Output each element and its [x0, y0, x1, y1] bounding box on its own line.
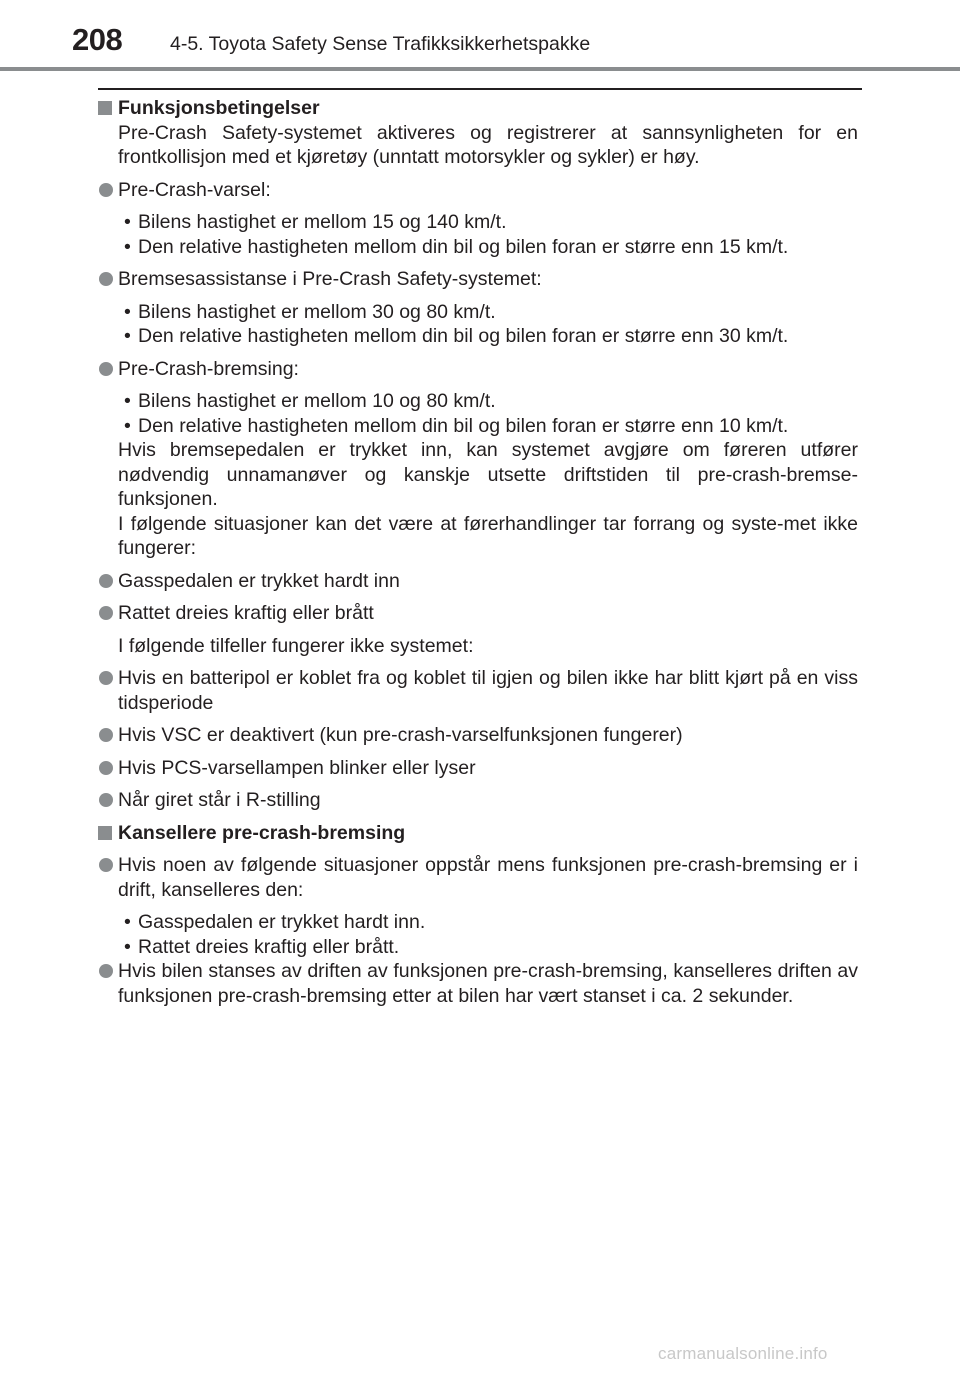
- square-bullet-icon: [98, 101, 112, 115]
- sub-list-item: [98, 414, 858, 439]
- sub-list-item-text: Gasspedalen er trykket hardt inn.: [138, 911, 426, 933]
- sub-list-item: [98, 389, 858, 414]
- sub-list-item: [98, 235, 858, 260]
- paragraph: I følgende tilfeller fungerer ikke systemet:: [118, 634, 474, 657]
- sub-list-item-text: Den relative hastigheten mellom din bil og bilen foran er større enn 10 km/t.: [138, 414, 789, 437]
- sub-list-item-text: Den relative hastigheten mellom din bil og bilen foran er større enn 30 km/t.: [138, 325, 789, 347]
- list-item-text: Hvis en batteripol er koblet fra og koblet til igjen og bilen ikke har blitt kjørt på en viss tidsperiode: [118, 667, 858, 714]
- bullet-icon: •: [124, 300, 131, 323]
- bullet-icon: •: [124, 235, 131, 258]
- paragraph: Hvis bremsepedalen er trykket inn, kan systemet avgjøre om føreren utfører nødvendig unnamanøver og kanskje utsette driftstiden til pre-crash-bremse-funksjonen.: [118, 439, 858, 510]
- round-bullet-icon: [99, 761, 113, 775]
- section-heading-funksjonsbetingelser: [98, 96, 858, 121]
- sub-list-item-text: Den relative hastigheten mellom din bil og bilen foran er større enn 15 km/t.: [138, 235, 789, 258]
- bullet-icon: •: [124, 414, 131, 437]
- list-item-text: Hvis bilen stanses av driften av funksjonen pre-crash-bremsing, kanselleres driften av funksjonen pre-crash-bremsing etter at bilen har vært stanset i ca. 2 sekunder.: [118, 960, 858, 1007]
- round-bullet-icon: [99, 362, 113, 376]
- page-header: [0, 0, 960, 72]
- bullet-icon: •: [124, 211, 131, 233]
- sub-list-item-text: Bilens hastighet er mellom 30 og 80 km/t.: [138, 300, 496, 323]
- bullet-icon: •: [124, 911, 131, 933]
- sub-list-item: [98, 324, 858, 349]
- list-item: [98, 756, 858, 781]
- bullet-icon: •: [124, 325, 131, 347]
- bullet-icon: •: [124, 935, 131, 958]
- square-bullet-icon: [98, 826, 112, 840]
- round-bullet-icon: [99, 858, 113, 872]
- round-bullet-icon: [99, 964, 113, 978]
- paragraph: I følgende situasjoner kan det være at førerhandlinger tar forrang og syste-met ikke fungerer:: [118, 512, 858, 559]
- round-bullet-icon: [99, 671, 113, 685]
- round-bullet-icon: [99, 183, 113, 197]
- page-body: [98, 96, 858, 1008]
- content-top-rule: [98, 88, 862, 90]
- list-item-text: Pre-Crash-varsel:: [118, 178, 271, 201]
- sub-list-item: [98, 210, 858, 235]
- bullet-icon: •: [124, 390, 131, 412]
- list-item: [98, 853, 858, 902]
- list-item-text: Hvis PCS-varsellampen blinker eller lyser: [118, 756, 476, 779]
- round-bullet-icon: [99, 272, 113, 286]
- round-bullet-icon: [99, 606, 113, 620]
- sub-list: [98, 910, 858, 959]
- sub-list-item: [98, 935, 858, 960]
- list-item-text: Gasspedalen er trykket hardt inn: [118, 569, 400, 592]
- list-item: [98, 357, 858, 382]
- sub-list-item: [98, 300, 858, 325]
- round-bullet-icon: [99, 574, 113, 588]
- round-bullet-icon: [99, 728, 113, 742]
- sub-list-item: [98, 910, 858, 935]
- sub-list-item-text: Bilens hastighet er mellom 10 og 80 km/t.: [138, 390, 496, 412]
- section-heading-kansellere: [98, 821, 858, 846]
- list-item: [98, 788, 858, 813]
- list-item: [98, 601, 858, 626]
- site-watermark: carmanualsonline.info: [658, 1344, 828, 1363]
- sub-list: [98, 210, 858, 259]
- list-item-text: Hvis noen av følgende situasjoner oppstår mens funksjonen pre-crash-bremsing er i drift, kanselleres den:: [118, 854, 858, 901]
- list-item: [98, 569, 858, 594]
- list-item-text: Hvis VSC er deaktivert (kun pre-crash-varselfunksjonen fungerer): [118, 724, 683, 746]
- list-item-text: Bremsesassistanse i Pre-Crash Safety-systemet:: [118, 268, 542, 290]
- list-item: [98, 267, 858, 292]
- page-number: 208: [72, 22, 123, 57]
- list-item: [98, 178, 858, 203]
- chapter-title: 4-5. Toyota Safety Sense Trafikksikkerhetspakke: [170, 33, 591, 55]
- list-item: [98, 723, 858, 748]
- list-item-text: Rattet dreies kraftig eller brått: [118, 602, 374, 624]
- sub-list-item-text: Bilens hastighet er mellom 15 og 140 km/t.: [138, 211, 507, 233]
- round-bullet-icon: [99, 793, 113, 807]
- list-item: [98, 959, 858, 1008]
- list-item: [98, 666, 858, 715]
- section-title: Funksjonsbetingelser: [118, 97, 320, 119]
- sub-list: [98, 389, 858, 438]
- sub-list-item-text: Rattet dreies kraftig eller brått.: [138, 935, 400, 958]
- section-title: Kansellere pre-crash-bremsing: [118, 821, 406, 844]
- list-item-text: Når giret står i R-stilling: [118, 789, 321, 811]
- paragraph: Pre-Crash Safety-systemet aktiveres og registrerer at sannsynligheten for en frontkollisjon med et kjøretøy (unntatt motorsykler og sykler) er høy.: [118, 121, 858, 168]
- header-divider: [0, 67, 960, 71]
- list-item-text: Pre-Crash-bremsing:: [118, 357, 299, 380]
- sub-list: [98, 300, 858, 349]
